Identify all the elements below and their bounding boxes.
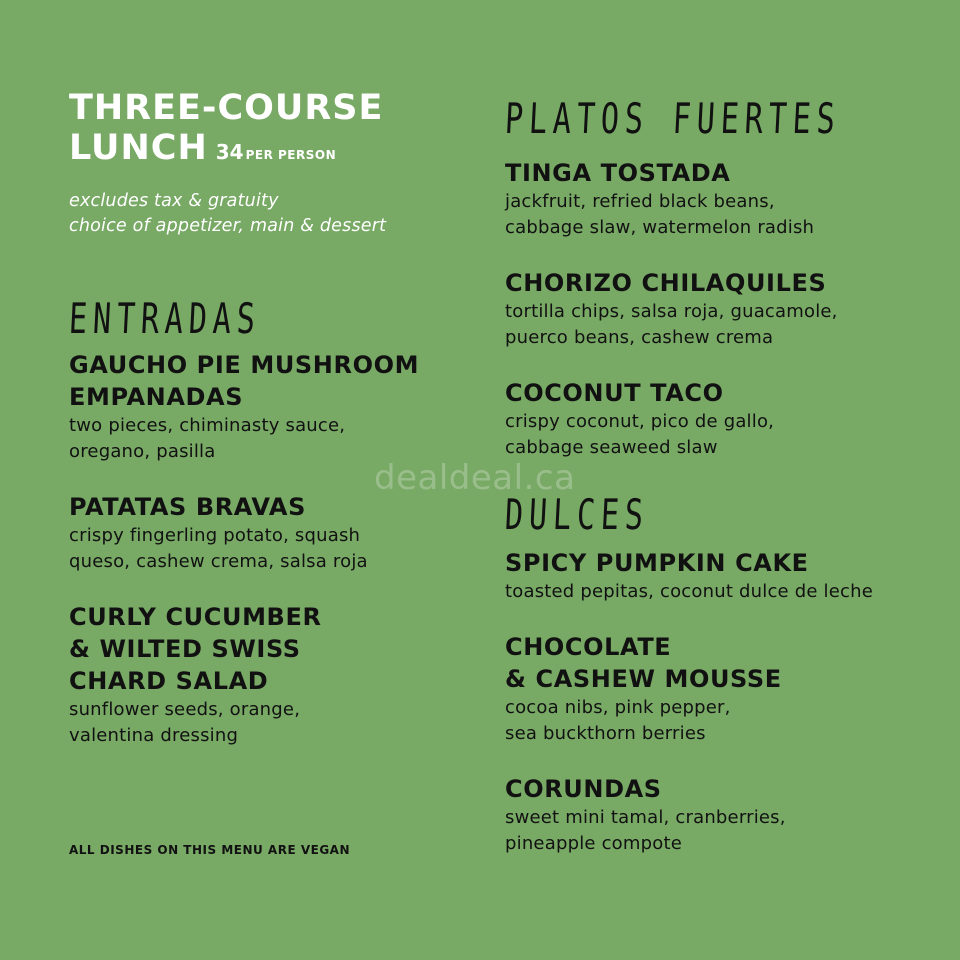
price-tag xyxy=(216,128,336,168)
note-tax: excludes tax & gratuity xyxy=(69,191,279,211)
title-line-2 xyxy=(69,128,469,175)
price-unit: PER PERSON xyxy=(245,148,337,162)
menu-title xyxy=(69,88,469,175)
left-column xyxy=(69,88,469,775)
dish-description: jackfruit, refried black beans, cabbage slaw, watermelon radish xyxy=(505,191,815,238)
dish-name: PATATAS BRAVAS xyxy=(69,493,306,521)
dish-item xyxy=(69,491,469,575)
dish-description: crispy fingerling potato, squash queso, cashew crema, salsa roja xyxy=(69,525,368,572)
price-value: 34 xyxy=(215,140,244,164)
dish-item xyxy=(505,157,925,241)
dish-item xyxy=(505,377,925,461)
watermark: dealdeal.ca xyxy=(374,458,576,498)
dish-description: two pieces, chiminasty sauce, oregano, pasilla xyxy=(69,415,346,462)
dish-item xyxy=(69,601,469,749)
section-heading-platos-fuertes: PLATOS FUERTES xyxy=(503,94,842,143)
dish-name: COCONUT TACO xyxy=(505,379,724,407)
dish-name: CHORIZO CHILAQUILES xyxy=(505,269,827,297)
dish-item xyxy=(505,773,925,857)
section-heading-dulces: DULCES xyxy=(503,490,651,539)
dish-description: tortilla chips, salsa roja, guacamole, puerco beans, cashew crema xyxy=(505,301,838,348)
title-line-1: THREE-COURSE xyxy=(69,88,384,128)
dish-name: CORUNDAS xyxy=(505,775,662,803)
dish-description: cocoa nibs, pink pepper, sea buckthorn berries xyxy=(505,697,731,744)
dish-item xyxy=(69,349,469,465)
dish-description: toasted pepitas, coconut dulce de leche xyxy=(505,581,874,602)
dish-name: CHOCOLATE & CASHEW MOUSSE xyxy=(505,633,782,693)
vegan-note: ALL DISHES ON THIS MENU ARE VEGAN xyxy=(69,843,350,857)
dish-name: GAUCHO PIE MUSHROOM EMPANADAS xyxy=(69,351,420,411)
dish-description: sweet mini tamal, cranberries, pineapple compote xyxy=(505,807,786,854)
dish-item xyxy=(505,267,925,351)
section-heading-entradas: ENTRADAS xyxy=(67,294,262,343)
dish-description: sunflower seeds, orange, valentina dressing xyxy=(69,699,301,746)
dish-name: SPICY PUMPKIN CAKE xyxy=(505,549,809,577)
dish-name: TINGA TOSTADA xyxy=(505,159,731,187)
title-lunch: LUNCH xyxy=(69,128,208,168)
dish-item xyxy=(505,631,925,747)
note-choice: choice of appetizer, main & dessert xyxy=(69,216,387,236)
menu-notes xyxy=(69,189,469,239)
dish-item xyxy=(505,547,925,605)
dish-description: crispy coconut, pico de gallo, cabbage seaweed slaw xyxy=(505,411,775,458)
dish-name: CURLY CUCUMBER & WILTED SWISS CHARD SALAD xyxy=(69,603,322,695)
